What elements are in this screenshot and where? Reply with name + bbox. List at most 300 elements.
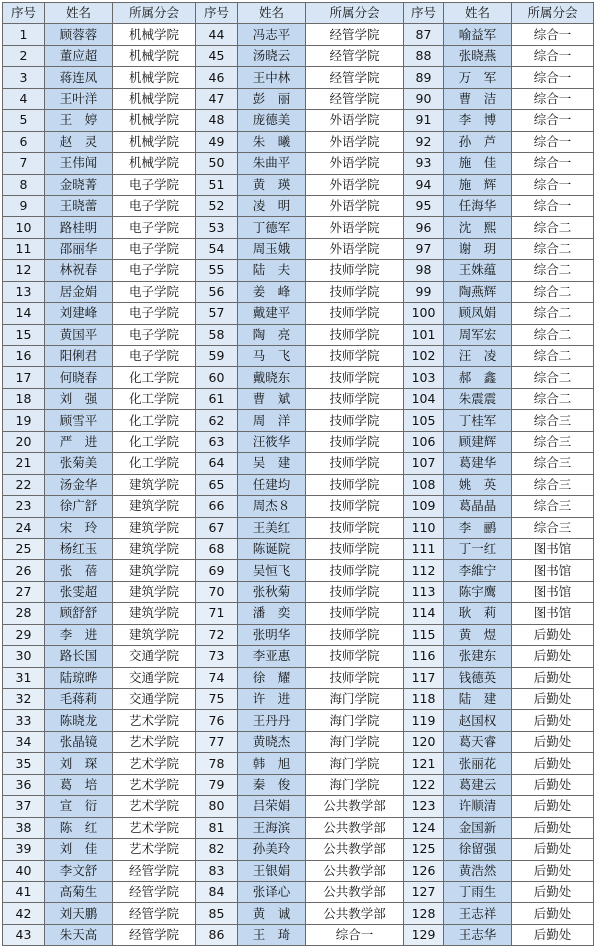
seq-cell: 89: [404, 67, 444, 88]
seq-cell: 129: [404, 924, 444, 945]
seq-cell: 1: [3, 24, 45, 45]
seq-cell: 49: [196, 131, 238, 152]
dept-cell: 建筑学院: [113, 603, 196, 624]
seq-cell: 120: [404, 731, 444, 752]
header-name: 姓名: [444, 3, 512, 24]
dept-cell: 经管学院: [306, 24, 404, 45]
name-cell: 王 婷: [45, 110, 113, 131]
seq-cell: 21: [3, 453, 45, 474]
name-cell: 邵丽华: [45, 238, 113, 259]
name-cell: 张秋菊: [238, 581, 306, 602]
name-cell: 丁一红: [444, 538, 512, 559]
name-cell: 汤金华: [45, 474, 113, 495]
seq-cell: 93: [404, 153, 444, 174]
seq-cell: 78: [196, 753, 238, 774]
seq-cell: 79: [196, 774, 238, 795]
dept-cell: 图书馆: [512, 560, 594, 581]
seq-cell: 22: [3, 474, 45, 495]
seq-cell: 47: [196, 88, 238, 109]
table-row: [3, 753, 594, 774]
name-cell: 吕荣娟: [238, 796, 306, 817]
dept-cell: 技师学院: [306, 388, 404, 409]
name-cell: 丁德军: [238, 217, 306, 238]
name-cell: 丁桂军: [444, 410, 512, 431]
seq-cell: 23: [3, 496, 45, 517]
seq-cell: 99: [404, 281, 444, 302]
dept-cell: 电子学院: [113, 238, 196, 259]
seq-cell: 51: [196, 174, 238, 195]
name-cell: 金国新: [444, 817, 512, 838]
dept-cell: 综合二: [512, 281, 594, 302]
name-cell: 陈 红: [45, 817, 113, 838]
table-row: [3, 303, 594, 324]
seq-cell: 96: [404, 217, 444, 238]
name-cell: 陆 建: [444, 689, 512, 710]
seq-cell: 116: [404, 646, 444, 667]
dept-cell: 后勤处: [512, 881, 594, 902]
dept-cell: 外语学院: [306, 238, 404, 259]
table-row: [3, 839, 594, 860]
dept-cell: 机械学院: [113, 131, 196, 152]
dept-cell: 经管学院: [306, 45, 404, 66]
table-row: [3, 667, 594, 688]
dept-cell: 电子学院: [113, 217, 196, 238]
dept-cell: 综合二: [512, 367, 594, 388]
name-cell: 谢 玥: [444, 238, 512, 259]
seq-cell: 119: [404, 710, 444, 731]
name-cell: 陆 夫: [238, 260, 306, 281]
header-seq: 序号: [404, 3, 444, 24]
name-cell: 张雯超: [45, 581, 113, 602]
dept-cell: 后勤处: [512, 689, 594, 710]
name-cell: 黄 煜: [444, 624, 512, 645]
seq-cell: 92: [404, 131, 444, 152]
table-row: [3, 581, 594, 602]
seq-cell: 58: [196, 324, 238, 345]
table-row: [3, 924, 594, 945]
dept-cell: 后勤处: [512, 903, 594, 924]
table-row: [3, 238, 594, 259]
seq-cell: 59: [196, 346, 238, 367]
dept-cell: 化工学院: [113, 410, 196, 431]
name-cell: 耿 莉: [444, 603, 512, 624]
seq-cell: 88: [404, 45, 444, 66]
seq-cell: 10: [3, 217, 45, 238]
seq-cell: 98: [404, 260, 444, 281]
dept-cell: 机械学院: [113, 67, 196, 88]
name-cell: 徐 耀: [238, 667, 306, 688]
name-cell: 陈宇鹰: [444, 581, 512, 602]
name-cell: 金晓菁: [45, 174, 113, 195]
name-cell: 朱曲平: [238, 153, 306, 174]
name-cell: 葛晶晶: [444, 496, 512, 517]
table-row: [3, 453, 594, 474]
dept-cell: 技师学院: [306, 667, 404, 688]
dept-cell: 艺术学院: [113, 753, 196, 774]
table-row: [3, 367, 594, 388]
seq-cell: 4: [3, 88, 45, 109]
name-cell: 吴 建: [238, 453, 306, 474]
seq-cell: 64: [196, 453, 238, 474]
dept-cell: 经管学院: [306, 67, 404, 88]
name-cell: 王海滨: [238, 817, 306, 838]
seq-cell: 28: [3, 603, 45, 624]
seq-cell: 37: [3, 796, 45, 817]
seq-cell: 128: [404, 903, 444, 924]
name-cell: 庞德美: [238, 110, 306, 131]
name-cell: 任建均: [238, 474, 306, 495]
name-cell: 周玉娥: [238, 238, 306, 259]
seq-cell: 91: [404, 110, 444, 131]
header-seq: 序号: [3, 3, 45, 24]
name-cell: 严 进: [45, 431, 113, 452]
name-cell: 张建东: [444, 646, 512, 667]
dept-cell: 综合二: [512, 260, 594, 281]
seq-cell: 39: [3, 839, 45, 860]
name-cell: 张菊美: [45, 453, 113, 474]
table-row: [3, 903, 594, 924]
seq-cell: 26: [3, 560, 45, 581]
table-row: [3, 88, 594, 109]
name-cell: 曹 斌: [238, 388, 306, 409]
name-cell: 黄浩然: [444, 860, 512, 881]
dept-cell: 综合一: [512, 153, 594, 174]
name-cell: 周军宏: [444, 324, 512, 345]
name-cell: 孙美玲: [238, 839, 306, 860]
header-row: [3, 3, 594, 24]
dept-cell: 经管学院: [113, 881, 196, 902]
name-cell: 郝 鑫: [444, 367, 512, 388]
seq-cell: 76: [196, 710, 238, 731]
seq-cell: 42: [3, 903, 45, 924]
name-cell: 蒋连凤: [45, 67, 113, 88]
name-cell: 施 佳: [444, 153, 512, 174]
dept-cell: 综合二: [512, 324, 594, 345]
seq-cell: 32: [3, 689, 45, 710]
seq-cell: 125: [404, 839, 444, 860]
name-cell: 周 洋: [238, 410, 306, 431]
dept-cell: 机械学院: [113, 88, 196, 109]
seq-cell: 6: [3, 131, 45, 152]
seq-cell: 95: [404, 195, 444, 216]
name-cell: 黄国平: [45, 324, 113, 345]
dept-cell: 技师学院: [306, 581, 404, 602]
dept-cell: 电子学院: [113, 260, 196, 281]
dept-cell: 综合一: [306, 924, 404, 945]
seq-cell: 71: [196, 603, 238, 624]
seq-cell: 31: [3, 667, 45, 688]
dept-cell: 技师学院: [306, 324, 404, 345]
table-row: [3, 174, 594, 195]
seq-cell: 29: [3, 624, 45, 645]
seq-cell: 100: [404, 303, 444, 324]
dept-cell: 艺术学院: [113, 817, 196, 838]
name-cell: 李 鹂: [444, 517, 512, 538]
seq-cell: 70: [196, 581, 238, 602]
name-cell: 丁雨生: [444, 881, 512, 902]
header-dept: 所属分会: [512, 3, 594, 24]
table-row: [3, 603, 594, 624]
dept-cell: 艺术学院: [113, 774, 196, 795]
dept-cell: 后勤处: [512, 924, 594, 945]
seq-cell: 25: [3, 538, 45, 559]
dept-cell: 后勤处: [512, 753, 594, 774]
dept-cell: 综合三: [512, 453, 594, 474]
seq-cell: 41: [3, 881, 45, 902]
seq-cell: 27: [3, 581, 45, 602]
seq-cell: 15: [3, 324, 45, 345]
table-row: [3, 217, 594, 238]
dept-cell: 后勤处: [512, 796, 594, 817]
dept-cell: 综合一: [512, 110, 594, 131]
dept-cell: 综合一: [512, 67, 594, 88]
name-cell: 潘 奕: [238, 603, 306, 624]
dept-cell: 化工学院: [113, 388, 196, 409]
seq-cell: 74: [196, 667, 238, 688]
name-cell: 李文舒: [45, 860, 113, 881]
dept-cell: 化工学院: [113, 367, 196, 388]
name-cell: 董应超: [45, 45, 113, 66]
name-cell: 宋 玲: [45, 517, 113, 538]
dept-cell: 技师学院: [306, 560, 404, 581]
dept-cell: 交通学院: [113, 667, 196, 688]
name-cell: 孙 芦: [444, 131, 512, 152]
name-cell: 陈晓龙: [45, 710, 113, 731]
seq-cell: 16: [3, 346, 45, 367]
dept-cell: 综合二: [512, 238, 594, 259]
staff-roster-table: [2, 2, 594, 946]
seq-cell: 126: [404, 860, 444, 881]
name-cell: 施 辉: [444, 174, 512, 195]
dept-cell: 综合三: [512, 474, 594, 495]
seq-cell: 7: [3, 153, 45, 174]
table-row: [3, 731, 594, 752]
seq-cell: 68: [196, 538, 238, 559]
dept-cell: 外语学院: [306, 110, 404, 131]
name-cell: 葛天睿: [444, 731, 512, 752]
seq-cell: 101: [404, 324, 444, 345]
dept-cell: 技师学院: [306, 453, 404, 474]
seq-cell: 46: [196, 67, 238, 88]
dept-cell: 技师学院: [306, 281, 404, 302]
name-cell: 朱 曦: [238, 131, 306, 152]
table-row: [3, 281, 594, 302]
name-cell: 周杰８: [238, 496, 306, 517]
dept-cell: 公共教学部: [306, 860, 404, 881]
name-cell: 顾建辉: [444, 431, 512, 452]
dept-cell: 综合二: [512, 217, 594, 238]
table-row: [3, 67, 594, 88]
dept-cell: 建筑学院: [113, 517, 196, 538]
seq-cell: 85: [196, 903, 238, 924]
name-cell: 朱震震: [444, 388, 512, 409]
dept-cell: 后勤处: [512, 624, 594, 645]
seq-cell: 34: [3, 731, 45, 752]
name-cell: 马 飞: [238, 346, 306, 367]
name-cell: 黄 瑛: [238, 174, 306, 195]
dept-cell: 后勤处: [512, 774, 594, 795]
name-cell: 喻益军: [444, 24, 512, 45]
seq-cell: 54: [196, 238, 238, 259]
name-cell: 彭 丽: [238, 88, 306, 109]
seq-cell: 12: [3, 260, 45, 281]
dept-cell: 建筑学院: [113, 538, 196, 559]
dept-cell: 艺术学院: [113, 796, 196, 817]
dept-cell: 外语学院: [306, 217, 404, 238]
seq-cell: 102: [404, 346, 444, 367]
dept-cell: 综合二: [512, 346, 594, 367]
dept-cell: 机械学院: [113, 24, 196, 45]
name-cell: 王美红: [238, 517, 306, 538]
name-cell: 汪 凌: [444, 346, 512, 367]
seq-cell: 124: [404, 817, 444, 838]
seq-cell: 43: [3, 924, 45, 945]
table-row: [3, 474, 594, 495]
table-row: [3, 646, 594, 667]
dept-cell: 后勤处: [512, 817, 594, 838]
dept-cell: 后勤处: [512, 860, 594, 881]
seq-cell: 118: [404, 689, 444, 710]
dept-cell: 经管学院: [113, 924, 196, 945]
dept-cell: 后勤处: [512, 839, 594, 860]
roster-body: [3, 24, 594, 946]
name-cell: 陶燕辉: [444, 281, 512, 302]
table-row: [3, 410, 594, 431]
dept-cell: 海门学院: [306, 689, 404, 710]
seq-cell: 33: [3, 710, 45, 731]
table-row: [3, 431, 594, 452]
name-cell: 王中林: [238, 67, 306, 88]
seq-cell: 52: [196, 195, 238, 216]
name-cell: 徐留强: [444, 839, 512, 860]
name-cell: 汪筱华: [238, 431, 306, 452]
table-row: [3, 624, 594, 645]
dept-cell: 技师学院: [306, 538, 404, 559]
name-cell: 赵 灵: [45, 131, 113, 152]
seq-cell: 106: [404, 431, 444, 452]
seq-cell: 2: [3, 45, 45, 66]
name-cell: 王银娟: [238, 860, 306, 881]
seq-cell: 18: [3, 388, 45, 409]
seq-cell: 5: [3, 110, 45, 131]
name-cell: 姚 英: [444, 474, 512, 495]
name-cell: 戴晓东: [238, 367, 306, 388]
seq-cell: 107: [404, 453, 444, 474]
name-cell: 刘 琛: [45, 753, 113, 774]
table-row: [3, 195, 594, 216]
seq-cell: 38: [3, 817, 45, 838]
dept-cell: 建筑学院: [113, 496, 196, 517]
seq-cell: 113: [404, 581, 444, 602]
table-row: [3, 689, 594, 710]
seq-cell: 94: [404, 174, 444, 195]
seq-cell: 84: [196, 881, 238, 902]
dept-cell: 公共教学部: [306, 903, 404, 924]
table-row: [3, 153, 594, 174]
seq-cell: 115: [404, 624, 444, 645]
table-row: [3, 560, 594, 581]
dept-cell: 图书馆: [512, 538, 594, 559]
dept-cell: 技师学院: [306, 410, 404, 431]
name-cell: 张明华: [238, 624, 306, 645]
seq-cell: 75: [196, 689, 238, 710]
name-cell: 杨红玉: [45, 538, 113, 559]
header-name: 姓名: [238, 3, 306, 24]
dept-cell: 机械学院: [113, 153, 196, 174]
seq-cell: 57: [196, 303, 238, 324]
seq-cell: 17: [3, 367, 45, 388]
dept-cell: 化工学院: [113, 431, 196, 452]
dept-cell: 技师学院: [306, 303, 404, 324]
name-cell: 姜 峰: [238, 281, 306, 302]
dept-cell: 外语学院: [306, 153, 404, 174]
table-row: [3, 110, 594, 131]
seq-cell: 109: [404, 496, 444, 517]
table-row: [3, 346, 594, 367]
dept-cell: 海门学院: [306, 753, 404, 774]
seq-cell: 104: [404, 388, 444, 409]
name-cell: 张 蓓: [45, 560, 113, 581]
name-cell: 王志华: [444, 924, 512, 945]
dept-cell: 技师学院: [306, 367, 404, 388]
dept-cell: 后勤处: [512, 667, 594, 688]
dept-cell: 艺术学院: [113, 731, 196, 752]
dept-cell: 后勤处: [512, 710, 594, 731]
dept-cell: 电子学院: [113, 346, 196, 367]
name-cell: 凌 明: [238, 195, 306, 216]
dept-cell: 海门学院: [306, 731, 404, 752]
name-cell: 吴恒飞: [238, 560, 306, 581]
dept-cell: 电子学院: [113, 281, 196, 302]
dept-cell: 综合一: [512, 131, 594, 152]
seq-cell: 72: [196, 624, 238, 645]
seq-cell: 20: [3, 431, 45, 452]
seq-cell: 45: [196, 45, 238, 66]
name-cell: 徐广舒: [45, 496, 113, 517]
seq-cell: 87: [404, 24, 444, 45]
name-cell: 顾蓉蓉: [45, 24, 113, 45]
seq-cell: 69: [196, 560, 238, 581]
name-cell: 朱天高: [45, 924, 113, 945]
seq-cell: 13: [3, 281, 45, 302]
name-cell: 张译心: [238, 881, 306, 902]
seq-cell: 80: [196, 796, 238, 817]
seq-cell: 114: [404, 603, 444, 624]
seq-cell: 62: [196, 410, 238, 431]
seq-cell: 14: [3, 303, 45, 324]
name-cell: 万 军: [444, 67, 512, 88]
seq-cell: 117: [404, 667, 444, 688]
dept-cell: 外语学院: [306, 174, 404, 195]
seq-cell: 53: [196, 217, 238, 238]
seq-cell: 86: [196, 924, 238, 945]
seq-cell: 73: [196, 646, 238, 667]
seq-cell: 35: [3, 753, 45, 774]
dept-cell: 经管学院: [113, 860, 196, 881]
name-cell: 陈诞院: [238, 538, 306, 559]
seq-cell: 97: [404, 238, 444, 259]
name-cell: 刘 强: [45, 388, 113, 409]
dept-cell: 综合三: [512, 431, 594, 452]
dept-cell: 建筑学院: [113, 624, 196, 645]
table-row: [3, 496, 594, 517]
name-cell: 许 进: [238, 689, 306, 710]
header-name: 姓名: [45, 3, 113, 24]
seq-cell: 110: [404, 517, 444, 538]
name-cell: 韩 旭: [238, 753, 306, 774]
seq-cell: 8: [3, 174, 45, 195]
name-cell: 毛蒋莉: [45, 689, 113, 710]
